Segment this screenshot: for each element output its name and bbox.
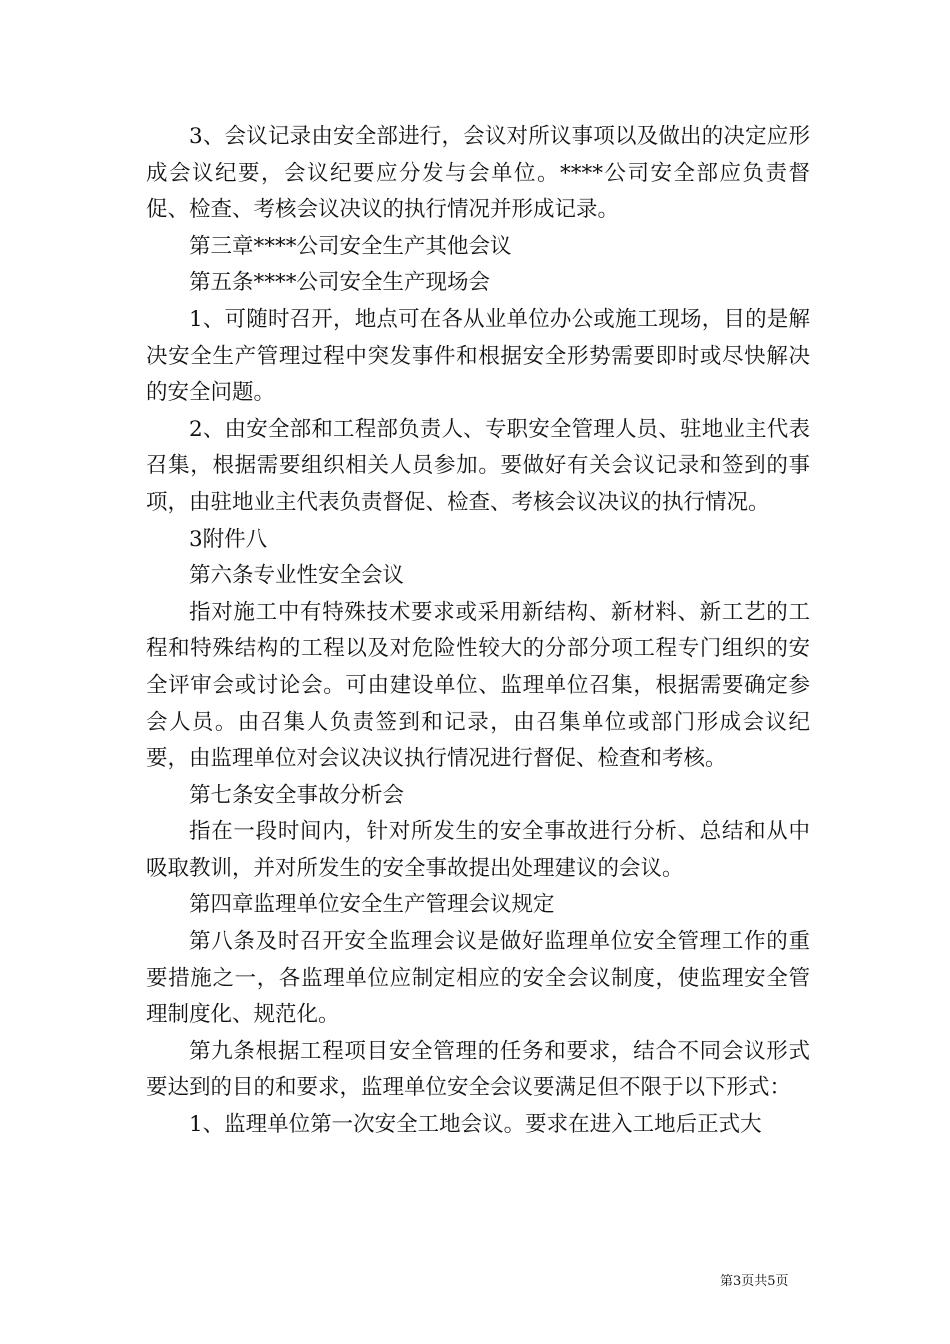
paragraph-article-nine: 第九条根据工程项目安全管理的任务和要求，结合不同会议形式要达到的目的和要求，监理单位安全会议要满足但不限于以下形式： xyxy=(146,1038,810,1101)
chapter-four-heading: 第四章监理单位安全生产管理会议规定 xyxy=(189,892,555,918)
article-six-heading: 第六条专业性安全会议 xyxy=(189,563,405,589)
paragraph-special-meeting: 指对施工中有特殊技术要求或采用新结构、新材料、新工艺的工程和特殊结构的工程以及对危险性较大的分部分项工程专门组织的安全评审会或讨论会。可由建设单位、监理单位召集，根据需要确定参会人员。由召集人负责签到和记录，由召集单位或部门形成会议纪要，由监理单位对会议决议执行情况进行督促、检查和考核。 xyxy=(146,599,810,772)
paragraph-site-meeting-2: 2、由安全部和工程部负责人、专职安全管理人员、驻地业主代表召集，根据需要组织相关人员参加。要做好有关会议记录和签到的事项，由驻地业主代表负责督促、检查、考核会议决议的执行情况。 xyxy=(146,416,810,515)
paragraph-accident-analysis: 指在一段时间内，针对所发生的安全事故进行分析、总结和从中吸取教训，并对所发生的安全事故提出处理建议的会议。 xyxy=(146,819,810,881)
paragraph-site-meeting-1: 1、可随时召开，地点可在各从业单位办公或施工现场，目的是解决安全生产管理过程中突发事件和根据安全形势需要即时或尽快解决的安全问题。 xyxy=(146,306,810,406)
chapter-three-heading: 第三章****公司安全生产其他会议 xyxy=(189,233,512,259)
paragraph-article-eight: 第八条及时召开安全监理会议是做好监理单位安全管理工作的重要措施之一，各监理单位应制定相应的安全会议制度，使监理安全管理制度化、规范化。 xyxy=(146,929,810,1028)
paragraph-meeting-records: 3、会议记录由安全部进行，会议对所议事项以及做出的决定应形成会议纪要，会议纪要应分发与会单位。****公司安全部应负责督促、检查、考核会议决议的执行情况并形成记录。 xyxy=(146,124,810,223)
page-number: 第3页共5页 xyxy=(720,1274,789,1289)
document-body xyxy=(146,119,810,1144)
attachment-label: 3附件八 xyxy=(189,526,268,552)
paragraph-first-site-meeting: 1、监理单位第一次安全工地会议。要求在进入工地后正式大 xyxy=(189,1112,762,1138)
article-seven-heading: 第七条安全事故分析会 xyxy=(189,782,405,808)
article-five-heading: 第五条****公司安全生产现场会 xyxy=(189,270,491,296)
